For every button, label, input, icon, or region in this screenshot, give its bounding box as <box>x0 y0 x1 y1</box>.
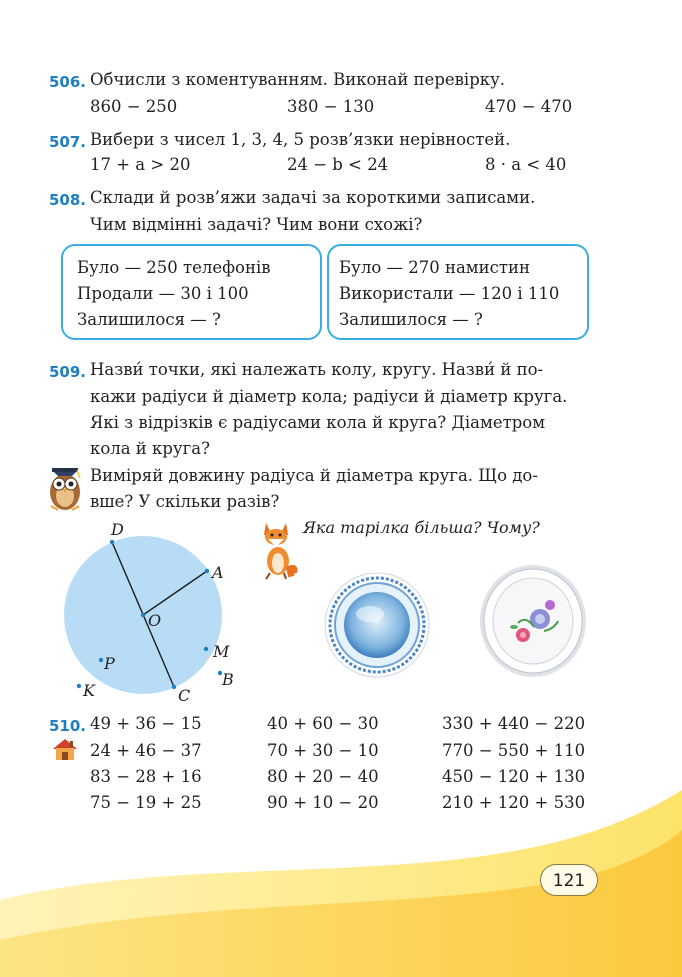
exercise-509-line-5: Виміряй довжину радіуса й діаметра круга. Що до- <box>90 466 538 485</box>
exercise-507-expr-1: 17 + a > 20 <box>90 155 191 174</box>
exercise-509-line-1: Назви́ точки, які належать колу, кругу. Назви́ й по- <box>90 360 544 379</box>
box-1-line-1: Було — 250 телефонів <box>77 258 271 277</box>
exercise-510-col2-expr-3: 80 + 20 − 40 <box>267 767 379 786</box>
exercise-510-col2-expr-1: 40 + 60 − 30 <box>267 714 379 733</box>
exercise-number-508: 508. <box>49 191 87 209</box>
exercise-506-expr-3: 470 − 470 <box>485 97 573 116</box>
plate-question: Яка тарілка більша? Чому? <box>303 518 540 537</box>
label-a: A <box>212 563 224 582</box>
exercise-number-507: 507. <box>49 133 87 151</box>
box-2-line-1: Було — 270 намистин <box>339 258 531 277</box>
house-icon <box>50 737 80 761</box>
exercise-number-506: 506. <box>49 73 87 91</box>
exercise-508-line-1: Склади й розв’яжи задачі за короткими записами. <box>90 188 536 207</box>
page-number: 121 <box>540 864 598 896</box>
exercise-510-col1-expr-3: 83 − 28 + 16 <box>90 767 202 786</box>
exercise-number-510: 510. <box>49 717 87 735</box>
exercise-507-expr-2: 24 − b < 24 <box>287 155 389 174</box>
exercise-507-text: Вибери з чисел 1, 3, 4, 5 розв’язки нерівностей. <box>90 130 511 149</box>
exercise-506-expr-2: 380 − 130 <box>287 97 375 116</box>
exercise-510-col1-expr-1: 49 + 36 − 15 <box>90 714 202 733</box>
owl-teacher-icon <box>44 462 86 512</box>
point-o <box>141 613 145 617</box>
point-k <box>77 684 81 688</box>
exercise-510-col1-expr-2: 24 + 46 − 37 <box>90 741 202 760</box>
point-m <box>204 647 208 651</box>
point-p <box>99 658 103 662</box>
box-1-line-2: Продали — 30 і 100 <box>77 284 249 303</box>
exercise-510-col2-expr-4: 90 + 10 − 20 <box>267 793 379 812</box>
exercise-509-line-6: вше? У скільки разів? <box>90 492 280 511</box>
fox-icon <box>260 519 302 581</box>
short-record-box-1 <box>61 244 322 340</box>
label-m: M <box>213 642 230 661</box>
exercise-510-col2-expr-2: 70 + 30 − 10 <box>267 741 379 760</box>
label-d: D <box>111 520 124 539</box>
point-a <box>205 569 209 573</box>
exercise-506-text: Обчисли з коментуванням. Виконай перевірку. <box>90 70 506 89</box>
exercise-510-col3-expr-1: 330 + 440 − 220 <box>442 714 586 733</box>
exercise-509-line-2: кажи радіуси й діаметр кола; радіуси й діаметр круга. <box>90 387 568 406</box>
exercise-509-line-4: кола й круга? <box>90 439 210 458</box>
box-2-line-3: Залишилося — ? <box>339 310 483 329</box>
exercise-number-509: 509. <box>49 363 87 381</box>
exercise-506-expr-1: 860 − 250 <box>90 97 178 116</box>
label-b: B <box>222 670 234 689</box>
exercise-508-line-2: Чим відмінні задачі? Чим вони схожі? <box>90 215 423 234</box>
floral-plate-image <box>478 563 588 679</box>
label-p: P <box>104 654 115 673</box>
box-2-line-2: Використали — 120 і 110 <box>339 284 560 303</box>
exercise-510-col3-expr-4: 210 + 120 + 530 <box>442 793 586 812</box>
label-c: C <box>178 686 191 705</box>
label-k: K <box>83 681 95 700</box>
exercise-510-col1-expr-4: 75 − 19 + 25 <box>90 793 202 812</box>
exercise-507-expr-3: 8 · a < 40 <box>485 155 567 174</box>
blue-plate-image <box>322 570 432 680</box>
label-o: O <box>148 611 162 630</box>
exercise-510-col3-expr-2: 770 − 550 + 110 <box>442 741 586 760</box>
point-c <box>172 685 176 689</box>
point-d <box>110 540 114 544</box>
box-1-line-3: Залишилося — ? <box>77 310 221 329</box>
exercise-509-line-3: Які з відрізків є радіусами кола й круга? Діаметром <box>90 413 546 432</box>
exercise-510-col3-expr-3: 450 − 120 + 130 <box>442 767 586 786</box>
short-record-box-2 <box>327 244 589 340</box>
